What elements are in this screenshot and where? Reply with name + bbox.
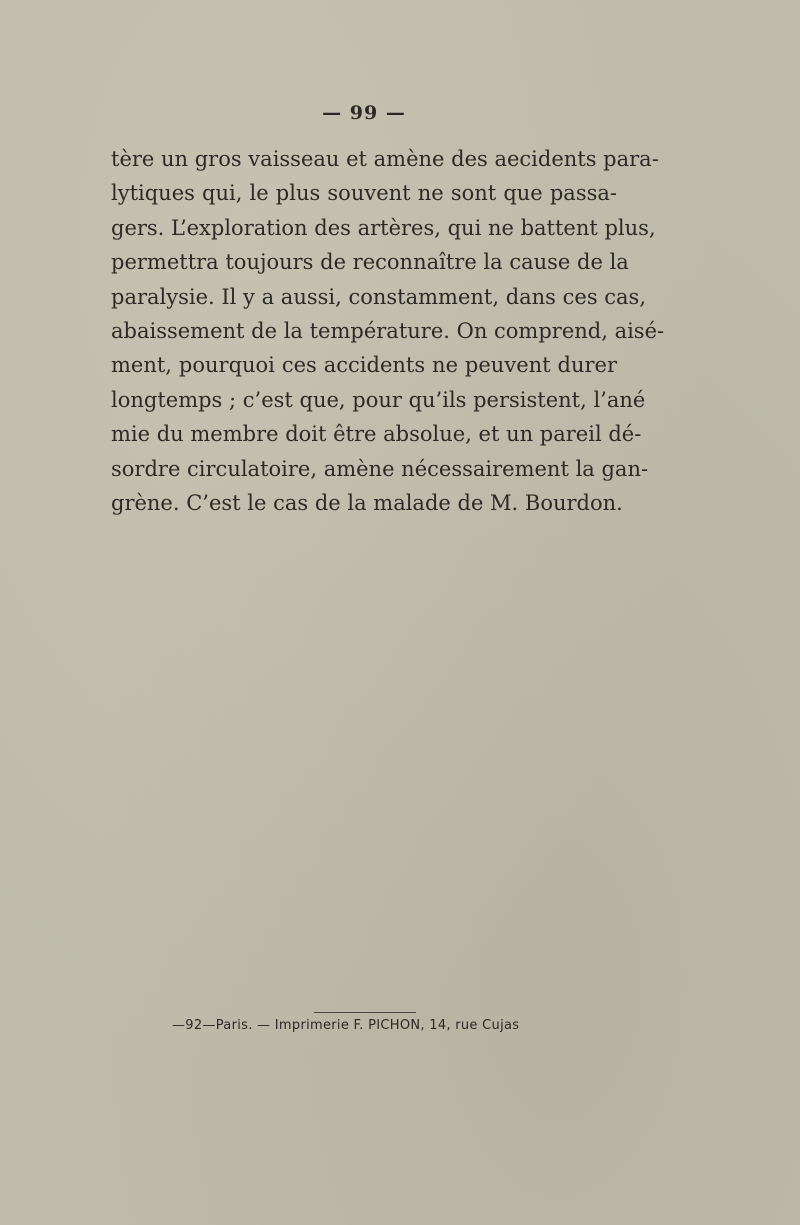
body-text bbox=[111, 142, 665, 520]
text-line: gers. L’exploration des artères, qui ne battent plus, bbox=[111, 215, 656, 240]
text-line: sordre circulatoire, amène nécessairement la gan- bbox=[111, 456, 649, 481]
text-line: longtemps ; c’est que, pour qu’ils persistent, l’ané bbox=[111, 387, 646, 412]
text-line: lytiques qui, le plus souvent ne sont que passa- bbox=[111, 181, 617, 206]
text-line: permettra toujours de reconnaître la cause de la bbox=[111, 250, 629, 275]
text-line: paralysie. Il y a aussi, constamment, dans ces cas, bbox=[111, 284, 647, 309]
page-number: — 99 — bbox=[322, 102, 406, 124]
printer-imprint: —92—Paris. — Imprimerie F. PICHON, 14, rue Cujas bbox=[172, 1018, 520, 1033]
text-line: mie du membre doit être absolue, et un pareil dé- bbox=[111, 422, 642, 447]
text-line: ment, pourquoi ces accidents ne peuvent durer bbox=[111, 353, 617, 378]
text-line: grène. C’est le cas de la malade de M. Bourdon. bbox=[111, 490, 623, 515]
footer-rule bbox=[314, 1012, 416, 1013]
text-line: abaissement de la température. On comprend, aisé- bbox=[111, 318, 665, 343]
text-line: tère un gros vaisseau et amène des aecidents para- bbox=[111, 147, 659, 171]
